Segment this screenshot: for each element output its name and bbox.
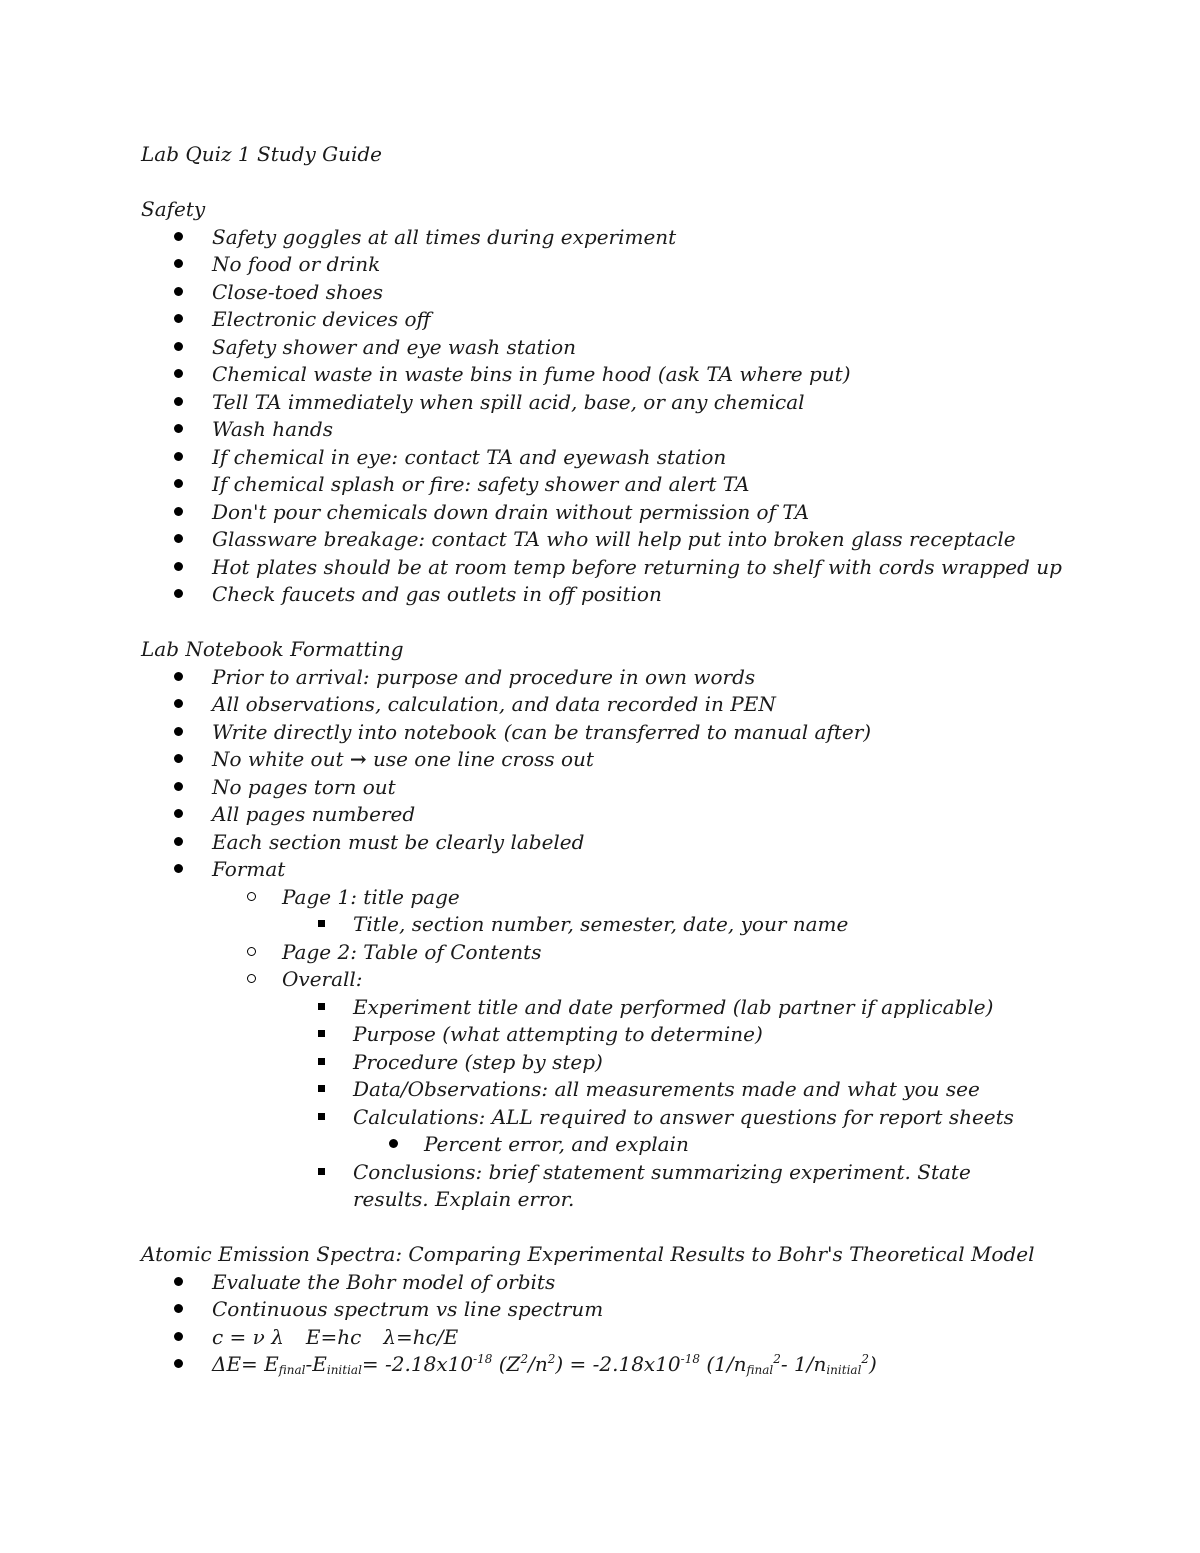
list-item: Continuous spectrum vs line spectrum bbox=[141, 1296, 1041, 1324]
bullet-icon bbox=[174, 664, 183, 692]
list-item: All observations, calculation, and data recorded in PEN bbox=[141, 691, 1041, 719]
list-item: Glassware breakage: contact TA who will help put into broken glass receptacle bbox=[141, 526, 1041, 554]
bullet-icon bbox=[389, 1131, 398, 1159]
safety-list bbox=[141, 224, 1062, 609]
bullet-icon bbox=[174, 444, 183, 472]
bullet-icon bbox=[174, 581, 183, 609]
list-item: Electronic devices off bbox=[141, 306, 1041, 334]
square-bullet-icon bbox=[318, 1159, 325, 1187]
square-bullet-icon bbox=[318, 994, 325, 1022]
list-item: No white out → use one line cross out bbox=[141, 746, 1041, 774]
bullet-icon bbox=[174, 554, 183, 582]
circle-bullet-icon bbox=[247, 884, 256, 912]
square-bullet-icon bbox=[318, 1049, 325, 1077]
list-item: Percent error, and explain bbox=[141, 1131, 1041, 1159]
circle-bullet-icon bbox=[247, 966, 256, 994]
list-item: Page 2: Table of Contents bbox=[141, 939, 1041, 967]
list-item: Experiment title and date performed (lab partner if applicable) bbox=[141, 994, 1041, 1022]
list-item: Data/Observations: all measurements made and what you see bbox=[141, 1076, 1041, 1104]
arrow-right-icon: → bbox=[349, 747, 367, 771]
bullet-icon bbox=[174, 801, 183, 829]
bullet-icon bbox=[174, 334, 183, 362]
list-item: Tell TA immediately when spill acid, base, or any chemical bbox=[141, 389, 1041, 417]
bullet-icon bbox=[174, 471, 183, 499]
bullet-icon bbox=[174, 719, 183, 747]
list-item: Close-toed shoes bbox=[141, 279, 1041, 307]
list-item: Chemical waste in waste bins in fume hood (ask TA where put) bbox=[141, 361, 1041, 389]
equation-speed-of-light: c = ν λ bbox=[212, 1324, 284, 1349]
bullet-icon bbox=[174, 416, 183, 444]
list-item: Purpose (what attempting to determine) bbox=[141, 1021, 1041, 1049]
spacer bbox=[141, 169, 1041, 197]
list-item: Safety goggles at all times during experiment bbox=[141, 224, 1041, 252]
bullet-icon bbox=[174, 1324, 183, 1352]
list-item: Procedure (step by step) bbox=[141, 1049, 1041, 1077]
bullet-icon bbox=[174, 306, 183, 334]
list-item: Title, section number, semester, date, your name bbox=[141, 911, 1041, 939]
square-bullet-icon bbox=[318, 911, 325, 939]
list-item: Hot plates should be at room temp before returning to shelf with cords wrapped up bbox=[141, 554, 1041, 582]
bullet-icon bbox=[174, 1296, 183, 1324]
list-item: All pages numbered bbox=[141, 801, 1041, 829]
bullet-icon bbox=[174, 829, 183, 857]
equation-wavelength: λ=hc/E bbox=[383, 1324, 459, 1349]
equation-energy: E=hc bbox=[305, 1324, 362, 1349]
square-bullet-icon bbox=[318, 1076, 325, 1104]
list-item: Format bbox=[141, 856, 1041, 884]
notebook-heading: Lab Notebook Formatting bbox=[141, 637, 404, 661]
bullet-icon bbox=[174, 856, 183, 884]
bullet-icon bbox=[174, 746, 183, 774]
document-body bbox=[141, 141, 1062, 1379]
bullet-icon bbox=[174, 1269, 183, 1297]
equation-delta-e: $\Delta E= E_{final}-E_{initial}= -2.18x10^{-18}$ $(Z^2/n^2) = -2.18x10^{-18}$ ($1/n_{final}^2-$ $1/n_{initial}^2$) bbox=[141, 1351, 1041, 1379]
list-item: If chemical splash or fire: safety shower and alert TA bbox=[141, 471, 1041, 499]
page-title: Lab Quiz 1 Study Guide bbox=[141, 142, 382, 166]
list-item: No pages torn out bbox=[141, 774, 1041, 802]
bullet-icon bbox=[174, 279, 183, 307]
bullet-icon bbox=[174, 691, 183, 719]
list-item: Safety shower and eye wash station bbox=[141, 334, 1041, 362]
list-item: Prior to arrival: purpose and procedure in own words bbox=[141, 664, 1041, 692]
spacer bbox=[141, 609, 1041, 637]
bullet-icon bbox=[174, 526, 183, 554]
list-item: Page 1: title page bbox=[141, 884, 1041, 912]
square-bullet-icon bbox=[318, 1021, 325, 1049]
list-item: Don't pour chemicals down drain without permission of TA bbox=[141, 499, 1041, 527]
bullet-icon bbox=[174, 361, 183, 389]
list-item: Check faucets and gas outlets in off position bbox=[141, 581, 1041, 609]
bullet-icon bbox=[174, 1351, 183, 1379]
list-item: No food or drink bbox=[141, 251, 1041, 279]
bullet-icon bbox=[174, 251, 183, 279]
list-item: Evaluate the Bohr model of orbits bbox=[141, 1269, 1041, 1297]
bullet-icon bbox=[174, 224, 183, 252]
list-item: Conclusions: brief statement summarizing experiment. State results. Explain error. bbox=[141, 1159, 1041, 1214]
safety-heading: Safety bbox=[141, 197, 206, 221]
atomic-heading: Atomic Emission Spectra: Comparing Experimental Results to Bohr's Theoretical Model bbox=[141, 1242, 1035, 1266]
equation-line bbox=[141, 1324, 1041, 1352]
bullet-icon bbox=[174, 774, 183, 802]
list-item: If chemical in eye: contact TA and eyewash station bbox=[141, 444, 1041, 472]
list-item: Each section must be clearly labeled bbox=[141, 829, 1041, 857]
spacer bbox=[141, 1214, 1041, 1242]
notebook-list bbox=[141, 664, 1041, 1214]
list-item: Calculations: ALL required to answer questions for report sheets bbox=[141, 1104, 1041, 1132]
list-item: Wash hands bbox=[141, 416, 1041, 444]
list-item: Overall: bbox=[141, 966, 1041, 994]
bullet-icon bbox=[174, 389, 183, 417]
circle-bullet-icon bbox=[247, 939, 256, 967]
square-bullet-icon bbox=[318, 1104, 325, 1132]
list-item: Write directly into notebook (can be transferred to manual after) bbox=[141, 719, 1041, 747]
atomic-list bbox=[141, 1269, 1041, 1379]
bullet-icon bbox=[174, 499, 183, 527]
